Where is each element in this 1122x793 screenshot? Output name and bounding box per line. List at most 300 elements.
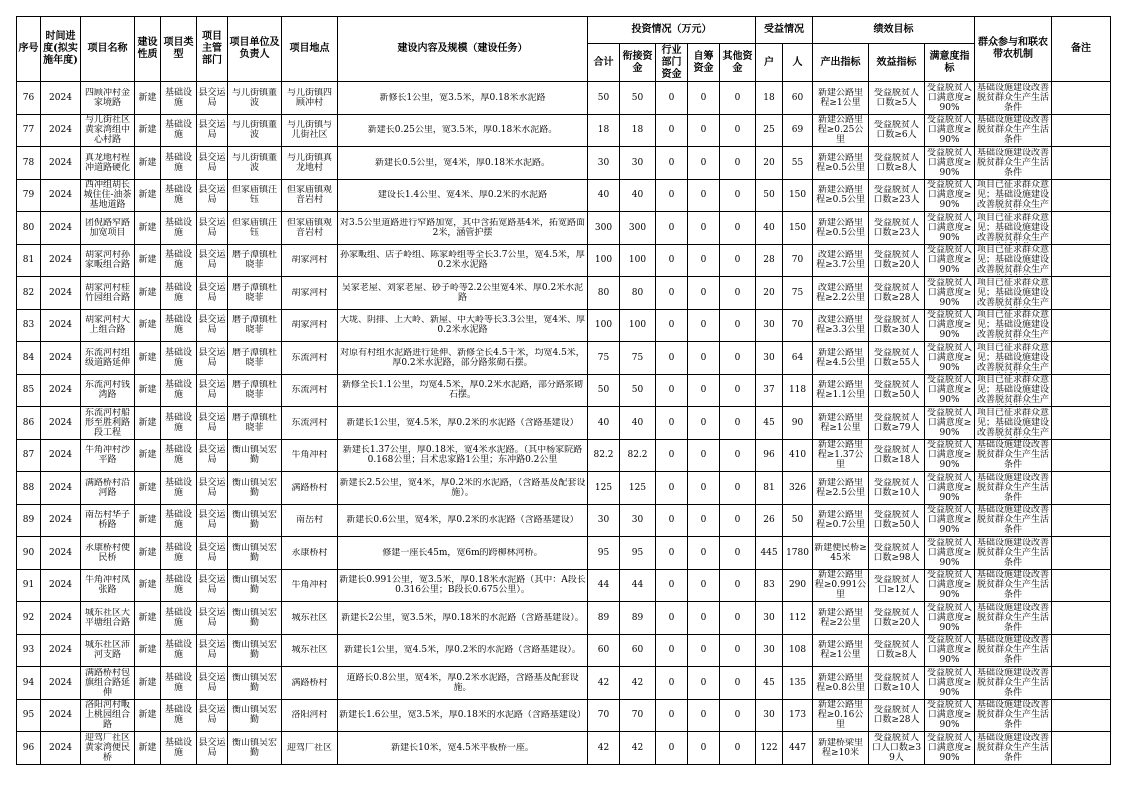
cell-content (338, 277, 588, 310)
cell-participation-text: 基础设施建设改善脱贫群众生产生活条件 (977, 505, 1050, 536)
cell-name (81, 602, 135, 635)
cell-satisfaction (925, 667, 975, 700)
cell-content-text: 新建长0.25公里，宽3.5米，厚0.18米水泥路。 (367, 125, 558, 136)
cell-inv-other: 0 (720, 147, 756, 180)
cell-name-text: 牛角冲村沙平路 (84, 445, 130, 466)
cell-people: 447 (783, 732, 813, 765)
cell-satisfaction (925, 537, 975, 570)
cell-inv-other: 0 (720, 732, 756, 765)
cell-location (282, 277, 338, 310)
cell-type: 基础设施 (161, 732, 197, 765)
cell-unit-text: 但家庙镇汪钰 (231, 217, 277, 238)
cell-nature: 新建 (135, 114, 161, 147)
cell-inv-total: 70 (588, 699, 620, 732)
cell-output (813, 407, 869, 440)
cell-output (813, 472, 869, 505)
table-row (17, 244, 1111, 277)
cell-inv-self: 0 (688, 342, 720, 375)
cell-households: 81 (756, 472, 783, 505)
cell-seq: 89 (17, 504, 41, 537)
cell-inv-total: 75 (588, 342, 620, 375)
cell-nature: 新建 (135, 277, 161, 310)
header-perf-effect: 效益指标 (869, 44, 925, 82)
cell-participation (975, 309, 1052, 342)
header-ben-households: 户 (756, 44, 783, 82)
cell-inv-other: 0 (720, 82, 756, 115)
header-participation: 群众参与和联农带农机制 (975, 17, 1052, 82)
cell-effect (869, 407, 925, 440)
cell-content-text: 修建一座长45m，宽6m的跨柳林河桥。 (382, 547, 543, 558)
cell-dept: 县交运局 (197, 179, 228, 212)
cell-participation-text: 基础设施建设改善脱贫群众生产生活条件 (977, 82, 1050, 113)
cell-inv-other: 0 (720, 439, 756, 472)
cell-output (813, 309, 869, 342)
cell-inv-total: 18 (588, 114, 620, 147)
cell-inv-total: 89 (588, 602, 620, 635)
cell-remarks (1052, 472, 1111, 505)
cell-location (282, 179, 338, 212)
cell-inv-other: 0 (720, 244, 756, 277)
cell-content-text: 新建长0.991公里，宽3.5米，厚0.18米水泥路（其中：A段长0.316公里；B段长0.675公里）。 (339, 575, 586, 596)
cell-output (813, 244, 869, 277)
cell-nature: 新建 (135, 472, 161, 505)
cell-satisfaction-text: 受益脱贫人口满意度≥90% (927, 732, 973, 763)
cell-name-text: 东流河村组级道路延伸 (84, 347, 130, 368)
cell-output-text: 新建公路里程≥0.5公里 (816, 185, 865, 206)
cell-inv-total: 60 (588, 634, 620, 667)
cell-seq: 77 (17, 114, 41, 147)
cell-satisfaction (925, 374, 975, 407)
header-seq: 序号 (17, 17, 41, 82)
cell-output-text: 新建公路里程≥0.7公里 (816, 510, 865, 531)
cell-remarks (1052, 602, 1111, 635)
cell-satisfaction (925, 212, 975, 245)
cell-nature: 新建 (135, 407, 161, 440)
header-perf-satisfaction: 满意度指标 (925, 44, 975, 82)
cell-dept: 县交运局 (197, 342, 228, 375)
cell-type: 基础设施 (161, 342, 197, 375)
cell-satisfaction-text: 受益脱贫人口满意度≥90% (927, 180, 973, 211)
cell-name (81, 309, 135, 342)
cell-unit (228, 407, 282, 440)
cell-inv-industry: 0 (656, 179, 688, 212)
cell-inv-total: 50 (588, 374, 620, 407)
cell-output-text: 改建公路里程≥3.3公里 (816, 315, 865, 336)
cell-unit (228, 147, 282, 180)
cell-content (338, 147, 588, 180)
cell-unit (228, 82, 282, 115)
cell-year: 2024 (41, 667, 81, 700)
cell-year: 2024 (41, 147, 81, 180)
cell-households: 445 (756, 537, 783, 570)
cell-location-text: 城东社区 (291, 612, 328, 623)
cell-inv-fiscal: 100 (620, 309, 656, 342)
cell-satisfaction (925, 472, 975, 505)
cell-output (813, 732, 869, 765)
cell-location (282, 439, 338, 472)
cell-nature: 新建 (135, 342, 161, 375)
cell-output (813, 212, 869, 245)
cell-inv-fiscal: 42 (620, 732, 656, 765)
cell-unit (228, 374, 282, 407)
cell-dept: 县交运局 (197, 374, 228, 407)
cell-dept: 县交运局 (197, 82, 228, 115)
cell-unit (228, 472, 282, 505)
header-inv-self: 自筹资金 (688, 44, 720, 82)
cell-inv-other: 0 (720, 699, 756, 732)
cell-participation (975, 374, 1052, 407)
cell-content (338, 82, 588, 115)
cell-unit-text: 衡山镇吴宏勤 (231, 737, 277, 758)
cell-participation-text: 基础设施建设改善脱贫群众生产生活条件 (977, 147, 1050, 178)
cell-participation (975, 212, 1052, 245)
cell-inv-industry: 0 (656, 504, 688, 537)
cell-dept: 县交运局 (197, 439, 228, 472)
cell-inv-industry: 0 (656, 114, 688, 147)
cell-nature: 新建 (135, 244, 161, 277)
cell-output-text: 新建公路里程≥0.25公里 (817, 115, 864, 146)
cell-type: 基础设施 (161, 472, 197, 505)
cell-name (81, 699, 135, 732)
table-row (17, 504, 1111, 537)
cell-inv-other: 0 (720, 634, 756, 667)
cell-year: 2024 (41, 504, 81, 537)
cell-inv-other: 0 (720, 407, 756, 440)
cell-location-text: 东流河村 (291, 417, 328, 428)
cell-name-text: 四顾冲村金家境路 (84, 87, 130, 108)
cell-effect (869, 82, 925, 115)
cell-location (282, 667, 338, 700)
cell-inv-industry: 0 (656, 147, 688, 180)
cell-unit (228, 114, 282, 147)
cell-effect-text: 受益脱贫人口人口数≥39人 (871, 732, 922, 763)
table-row (17, 699, 1111, 732)
cell-content-text: 新建长2.5公里，宽4米，厚0.2米的水泥路，（含路基及配套设施）。 (339, 477, 586, 498)
cell-location-text: 胡家河村 (291, 255, 328, 266)
cell-inv-total: 42 (588, 667, 620, 700)
cell-type: 基础设施 (161, 179, 197, 212)
cell-nature: 新建 (135, 212, 161, 245)
cell-households: 83 (756, 569, 783, 602)
cell-inv-self: 0 (688, 569, 720, 602)
cell-output (813, 147, 869, 180)
cell-content-text: 新修长1公里，宽3.5米，厚0.18米水泥路 (379, 92, 546, 103)
cell-content (338, 309, 588, 342)
cell-inv-other: 0 (720, 212, 756, 245)
cell-nature: 新建 (135, 309, 161, 342)
cell-type: 基础设施 (161, 569, 197, 602)
cell-output-text: 新建公路里程≥0.16公里 (817, 700, 864, 731)
cell-inv-industry: 0 (656, 374, 688, 407)
cell-satisfaction-text: 受益脱贫人口满意度≥90% (927, 667, 973, 698)
cell-households: 25 (756, 114, 783, 147)
cell-output-text: 新建公路里程≥1.37公里 (817, 440, 864, 471)
cell-satisfaction (925, 699, 975, 732)
cell-output (813, 504, 869, 537)
cell-people: 60 (783, 82, 813, 115)
cell-name-text: 胡家河村桂竹园组合路 (84, 282, 130, 303)
cell-satisfaction-text: 受益脱贫人口满意度≥90% (927, 440, 973, 471)
cell-effect (869, 634, 925, 667)
cell-effect-text: 受益脱贫人口数≥20人 (873, 250, 920, 271)
cell-unit (228, 244, 282, 277)
table-row (17, 732, 1111, 765)
cell-name (81, 569, 135, 602)
cell-dept: 县交运局 (197, 407, 228, 440)
cell-inv-fiscal: 30 (620, 504, 656, 537)
cell-participation-text: 项目已征求群众意见；基础设施建设改善脱贫群众生产 (977, 375, 1050, 406)
cell-effect-text: 受益脱贫人口数≥10人 (873, 477, 920, 498)
cell-year: 2024 (41, 472, 81, 505)
cell-output (813, 439, 869, 472)
cell-inv-self: 0 (688, 439, 720, 472)
cell-output-text: 新建公路里程≥0.5公里 (816, 152, 865, 173)
cell-name-text: 与儿街社区黄家湾组中心村路 (84, 115, 130, 146)
cell-name (81, 537, 135, 570)
cell-participation (975, 407, 1052, 440)
cell-participation-text: 项目已征求群众意见；基础设施建设改善脱贫群众生产 (977, 180, 1050, 211)
project-table (16, 16, 1111, 765)
cell-name-text: 牛角冲村凤张路 (84, 575, 130, 596)
cell-effect (869, 569, 925, 602)
cell-satisfaction-text: 受益脱贫人口满意度≥90% (927, 570, 973, 601)
cell-people: 75 (783, 277, 813, 310)
cell-remarks (1052, 212, 1111, 245)
header-performance: 绩效目标 (813, 17, 975, 44)
cell-inv-self: 0 (688, 667, 720, 700)
cell-inv-fiscal: 60 (620, 634, 656, 667)
header-inv-total: 合计 (588, 44, 620, 82)
cell-output (813, 374, 869, 407)
cell-output-text: 新建公路里程≥1公里 (818, 412, 864, 433)
cell-type: 基础设施 (161, 309, 197, 342)
cell-name (81, 342, 135, 375)
cell-dept: 县交运局 (197, 114, 228, 147)
cell-type: 基础设施 (161, 504, 197, 537)
cell-name (81, 732, 135, 765)
cell-people: 173 (783, 699, 813, 732)
cell-output (813, 342, 869, 375)
cell-seq: 84 (17, 342, 41, 375)
cell-unit-text: 与儿街镇董波 (231, 87, 277, 108)
cell-satisfaction-text: 受益脱贫人口满意度≥90% (927, 602, 973, 633)
cell-inv-other: 0 (720, 569, 756, 602)
cell-location-text: 与儿街镇四顾冲村 (286, 87, 332, 108)
cell-effect-text: 受益脱贫人口≥12人 (874, 575, 920, 596)
cell-inv-fiscal: 18 (620, 114, 656, 147)
cell-name (81, 472, 135, 505)
cell-inv-fiscal: 125 (620, 472, 656, 505)
cell-unit-text: 磨子潭镇杜晓菲 (231, 347, 277, 368)
cell-inv-total: 100 (588, 244, 620, 277)
cell-dept: 县交运局 (197, 569, 228, 602)
cell-location (282, 569, 338, 602)
cell-content-text: 新建长10米，宽4.5米平板桥一座。 (391, 742, 534, 753)
cell-inv-other: 0 (720, 179, 756, 212)
cell-inv-industry: 0 (656, 439, 688, 472)
cell-name (81, 212, 135, 245)
table-row (17, 472, 1111, 505)
cell-inv-total: 50 (588, 82, 620, 115)
cell-content-text: 新建长1.6公里，宽3.5米，厚0.18米的水泥路（含路基建设） (339, 710, 586, 721)
cell-inv-fiscal: 82.2 (620, 439, 656, 472)
cell-output-text: 新建公路里程≥0.991公里 (814, 570, 867, 601)
cell-dept: 县交运局 (197, 634, 228, 667)
cell-unit-text: 磨子潭镇杜晓菲 (231, 282, 277, 303)
cell-satisfaction (925, 439, 975, 472)
cell-inv-other: 0 (720, 504, 756, 537)
cell-year: 2024 (41, 569, 81, 602)
cell-inv-industry: 0 (656, 309, 688, 342)
cell-people: 50 (783, 504, 813, 537)
cell-type: 基础设施 (161, 244, 197, 277)
cell-name (81, 82, 135, 115)
cell-participation-text: 项目已征求群众意见；基础设施建设改善脱贫群众生产 (977, 212, 1050, 243)
cell-inv-industry: 0 (656, 699, 688, 732)
cell-unit (228, 504, 282, 537)
cell-satisfaction (925, 342, 975, 375)
cell-satisfaction (925, 179, 975, 212)
cell-inv-other: 0 (720, 277, 756, 310)
cell-inv-total: 30 (588, 147, 620, 180)
cell-location (282, 309, 338, 342)
cell-unit (228, 569, 282, 602)
cell-output-text: 新建公路里程≥0.8公里 (816, 672, 865, 693)
cell-output-text: 新建便民桥≥45米 (814, 542, 867, 563)
cell-remarks (1052, 147, 1111, 180)
cell-name (81, 374, 135, 407)
cell-unit (228, 732, 282, 765)
cell-unit-text: 衡山镇吴宏勤 (231, 672, 277, 693)
cell-participation (975, 342, 1052, 375)
cell-effect-text: 受益脱贫人口数≥50人 (873, 380, 920, 401)
cell-participation (975, 82, 1052, 115)
cell-people: 290 (783, 569, 813, 602)
cell-unit-text: 衡山镇吴宏勤 (231, 477, 277, 498)
cell-people: 150 (783, 179, 813, 212)
cell-content (338, 179, 588, 212)
cell-effect-text: 受益脱贫人口数≥30人 (873, 315, 920, 336)
cell-unit (228, 699, 282, 732)
cell-year: 2024 (41, 342, 81, 375)
cell-output-text: 改建公路里程≥2.2公里 (816, 282, 865, 303)
cell-households: 20 (756, 277, 783, 310)
cell-effect (869, 439, 925, 472)
cell-participation-text: 项目已征求群众意见；基础设施建设改善脱贫群众生产 (977, 310, 1050, 341)
cell-participation (975, 179, 1052, 212)
cell-content (338, 407, 588, 440)
cell-type: 基础设施 (161, 277, 197, 310)
cell-name-text: 城东社区沛河支路 (84, 640, 130, 661)
cell-nature: 新建 (135, 82, 161, 115)
cell-content-text: 新建长1.37公里，厚0.18米，宽4米水泥路。（其中杨家院路0.168公里；吕术忠家路1公里；东冲路0.2公里 (342, 445, 583, 466)
cell-participation (975, 472, 1052, 505)
cell-inv-fiscal: 40 (620, 179, 656, 212)
cell-effect-text: 受益脱贫人口数≥20人 (873, 607, 920, 628)
cell-effect-text: 受益脱贫人口数≥8人 (874, 640, 920, 661)
table-body (17, 82, 1111, 765)
cell-location (282, 634, 338, 667)
cell-location-text: 迎驾厂社区 (286, 742, 332, 753)
cell-seq: 88 (17, 472, 41, 505)
cell-nature: 新建 (135, 537, 161, 570)
cell-participation (975, 114, 1052, 147)
cell-output (813, 602, 869, 635)
cell-content (338, 569, 588, 602)
cell-remarks (1052, 179, 1111, 212)
header-inv-industry: 行业部门资金 (656, 44, 688, 82)
cell-dept: 县交运局 (197, 244, 228, 277)
cell-remarks (1052, 439, 1111, 472)
cell-inv-fiscal: 70 (620, 699, 656, 732)
cell-output-text: 新建公路里程≥1.1公里 (816, 380, 865, 401)
cell-participation-text: 项目已征求群众意见；基础设施建设改善脱贫群众生产 (977, 245, 1050, 276)
cell-satisfaction-text: 受益脱贫人口满意度≥90% (927, 375, 973, 406)
cell-inv-total: 300 (588, 212, 620, 245)
cell-inv-industry: 0 (656, 569, 688, 602)
cell-effect-text: 受益脱贫人口数≥5人 (874, 87, 920, 108)
cell-content-text: 新修全长1.1公里，均宽4.5米，厚0.2米水泥路，部分路浆砌石摆。 (342, 380, 583, 401)
cell-effect (869, 342, 925, 375)
cell-remarks (1052, 114, 1111, 147)
cell-nature: 新建 (135, 147, 161, 180)
cell-remarks (1052, 699, 1111, 732)
cell-households: 20 (756, 147, 783, 180)
cell-output-text: 新建公路里程≥1公里 (818, 87, 864, 108)
cell-location (282, 699, 338, 732)
cell-dept: 县交运局 (197, 537, 228, 570)
cell-name-text: 满路桥村包旗组合路延伸 (84, 667, 130, 698)
cell-participation (975, 667, 1052, 700)
cell-output-text: 新建公路里程≥1公里 (818, 640, 864, 661)
cell-output (813, 699, 869, 732)
cell-name (81, 114, 135, 147)
cell-dept: 县交运局 (197, 602, 228, 635)
cell-effect (869, 699, 925, 732)
cell-unit (228, 537, 282, 570)
cell-location-text: 洛阳河村 (291, 710, 328, 721)
cell-effect (869, 732, 925, 765)
table-row (17, 569, 1111, 602)
cell-inv-self: 0 (688, 634, 720, 667)
cell-unit (228, 179, 282, 212)
cell-remarks (1052, 342, 1111, 375)
cell-inv-other: 0 (720, 342, 756, 375)
cell-content (338, 699, 588, 732)
header-unit: 项目单位及负责人 (228, 17, 282, 82)
cell-name (81, 277, 135, 310)
cell-dept: 县交运局 (197, 504, 228, 537)
cell-inv-other: 0 (720, 309, 756, 342)
cell-seq: 90 (17, 537, 41, 570)
cell-inv-self: 0 (688, 407, 720, 440)
header-year: 时间进度(拟实施年度) (41, 17, 81, 82)
cell-inv-industry: 0 (656, 667, 688, 700)
cell-satisfaction (925, 244, 975, 277)
cell-name (81, 667, 135, 700)
cell-output (813, 82, 869, 115)
cell-year: 2024 (41, 114, 81, 147)
cell-nature: 新建 (135, 374, 161, 407)
cell-unit (228, 212, 282, 245)
cell-output (813, 537, 869, 570)
cell-location-text: 东流河村 (291, 352, 328, 363)
cell-dept: 县交运局 (197, 309, 228, 342)
cell-people: 1780 (783, 537, 813, 570)
cell-inv-other: 0 (720, 602, 756, 635)
cell-output-text: 新建公路里程≥4.5公里 (816, 347, 865, 368)
cell-inv-self: 0 (688, 212, 720, 245)
